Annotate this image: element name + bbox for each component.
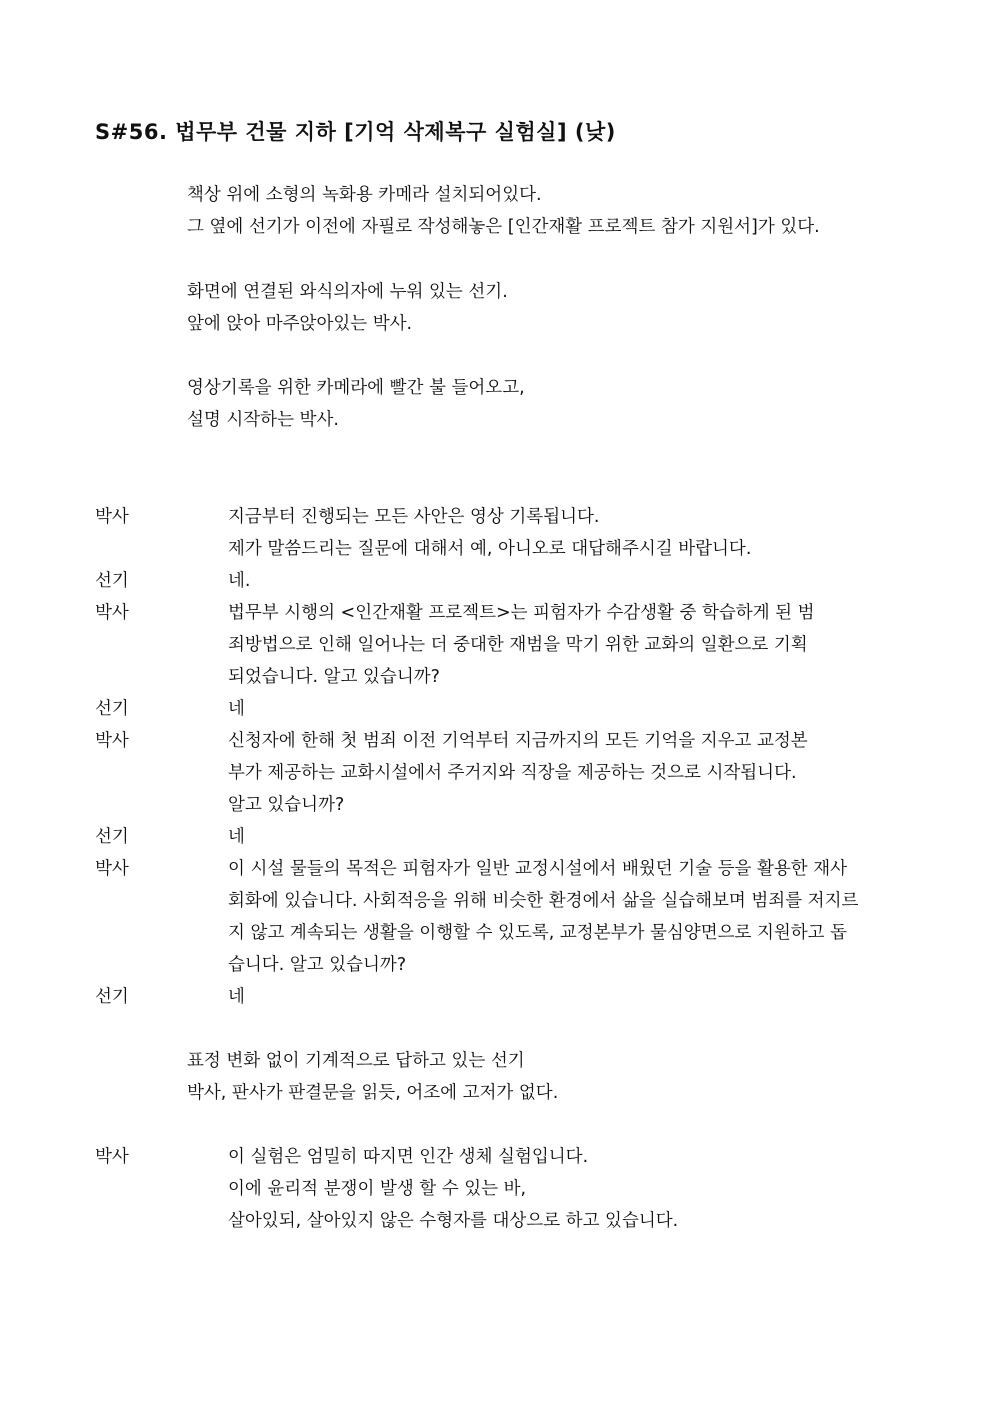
speaker-name: 선기 <box>95 571 129 591</box>
action-line: 책상 위에 소형의 녹화용 카메라 설치되어있다. <box>187 185 542 205</box>
speaker-name: 선기 <box>95 987 129 1007</box>
action-line: 영상기록을 위한 카메라에 빨간 불 들어오고, <box>187 378 525 398</box>
dialogue-line: 법무부 시행의 <인간재활 프로젝트>는 피험자가 수감생활 중 학습하게 된 범 <box>228 603 815 623</box>
dialogue-line: 네. <box>228 571 251 591</box>
dialogue-line: 습니다. 알고 있습니까? <box>228 955 407 975</box>
dialogue-line: 네 <box>228 827 245 847</box>
dialogue-line: 네 <box>228 699 245 719</box>
speaker-name: 선기 <box>95 699 129 719</box>
speaker-name: 박사 <box>95 603 129 623</box>
speaker-name: 선기 <box>95 827 129 847</box>
action-line: 그 옆에 선기가 이전에 자필로 작성해놓은 [인간재활 프로젝트 참가 지원서]가 있다. <box>187 217 820 237</box>
dialogue-line: 부가 제공하는 교화시설에서 주거지와 직장을 제공하는 것으로 시작됩니다. <box>228 763 797 783</box>
dialogue-line: 신청자에 한해 첫 범죄 이전 기억부터 지금까지의 모든 기억을 지우고 교정본 <box>228 731 808 751</box>
dialogue-line: 제가 말씀드리는 질문에 대해서 예, 아니오로 대답해주시길 바랍니다. <box>228 539 752 559</box>
dialogue-line: 지 않고 계속되는 생활을 이행할 수 있도록, 교정본부가 물심양면으로 지원하고 돕 <box>228 923 848 943</box>
dialogue-line: 되었습니다. 알고 있습니까? <box>228 667 440 687</box>
dialogue-line: 죄방법으로 인해 일어나는 더 중대한 재범을 막기 위한 교화의 일환으로 기획 <box>228 635 808 655</box>
action-line: 박사, 판사가 판결문을 읽듯, 어조에 고저가 없다. <box>187 1083 559 1103</box>
speaker-name: 박사 <box>95 859 129 879</box>
speaker-name: 박사 <box>95 731 129 751</box>
action-line: 설명 시작하는 박사. <box>187 410 339 430</box>
dialogue-line: 이 시설 물들의 목적은 피험자가 일반 교정시설에서 배웠던 기술 등을 활용한 재사 <box>228 859 848 879</box>
dialogue-line: 회화에 있습니다. 사회적응을 위해 비슷한 환경에서 삶을 실습해보며 범죄를 저지르 <box>228 891 859 911</box>
speaker-name: 박사 <box>95 1147 129 1167</box>
speaker-name: 박사 <box>95 507 129 527</box>
dialogue-line: 지금부터 진행되는 모든 사안은 영상 기록됩니다. <box>228 507 600 527</box>
action-line: 화면에 연결된 와식의자에 누워 있는 선기. <box>187 282 508 302</box>
dialogue-line: 네 <box>228 987 245 1007</box>
scene-heading: S#56. 법무부 건물 지하 [기억 삭제복구 실험실] (낮) <box>95 120 616 144</box>
dialogue-line: 살아있되, 살아있지 않은 수형자를 대상으로 하고 있습니다. <box>228 1211 679 1231</box>
dialogue-line: 이 실험은 엄밀히 따지면 인간 생체 실험입니다. <box>228 1147 589 1167</box>
dialogue-line: 알고 있습니까? <box>228 795 345 815</box>
action-line: 앞에 앉아 마주앉아있는 박사. <box>187 314 413 334</box>
action-line: 표정 변화 없이 기계적으로 답하고 있는 선기 <box>187 1051 525 1071</box>
dialogue-line: 이에 윤리적 분쟁이 발생 할 수 있는 바, <box>228 1179 527 1199</box>
